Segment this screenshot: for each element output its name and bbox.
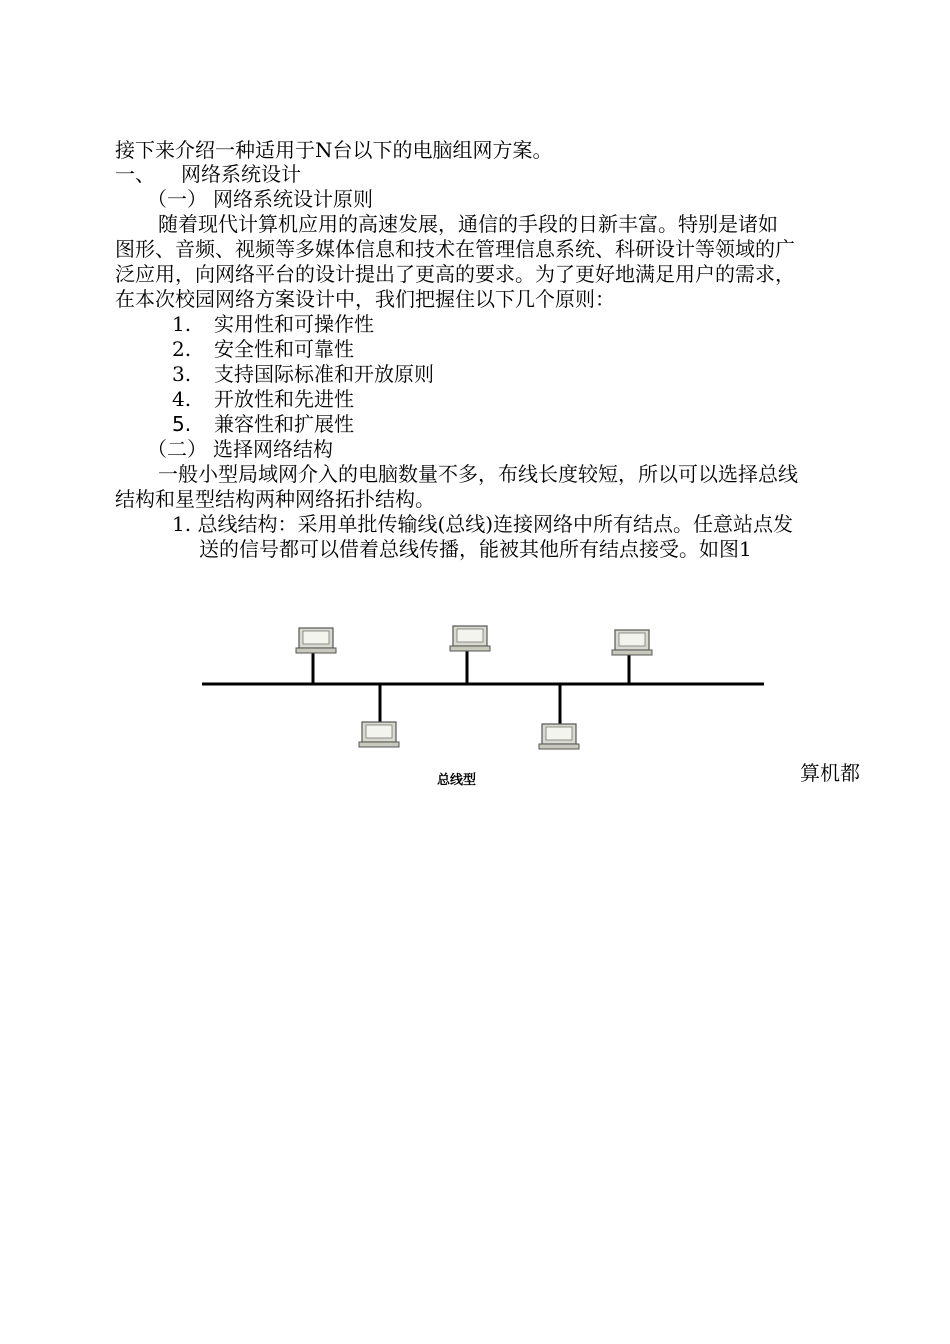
section-number: 一、 [115, 162, 155, 186]
paragraph-line: 一般小型局域网介入的电脑数量不多，布线长度较短，所以可以选择总线 [158, 462, 798, 486]
cutoff-text: 算机都 [800, 761, 860, 785]
computer-icon [612, 630, 652, 655]
computer-icon [359, 722, 399, 747]
list-text: 实用性和可操作性 [214, 312, 374, 336]
list-text: 安全性和可靠性 [214, 337, 354, 361]
subsection-title: 网络系统设计原则 [213, 187, 373, 211]
list-text: 兼容性和扩展性 [214, 412, 354, 436]
paragraph-line: 泛应用，向网络平台的设计提出了更高的要求。为了更好地满足用户的需求， [115, 262, 795, 286]
section-title: 网络系统设计 [181, 162, 301, 186]
list-text: 支持国际标准和开放原则 [214, 362, 434, 386]
paragraph-line: 随着现代计算机应用的高速发展，通信的手段的日新丰富。特别是诸如 [158, 212, 778, 236]
computer-icon [450, 626, 490, 651]
list-number: 2. [172, 337, 192, 361]
paragraph-line: 图形、音频、视频等多媒体信息和技术在管理信息系统、科研设计等领域的广 [115, 237, 795, 261]
computer-icon [296, 628, 336, 653]
computer-icon [539, 724, 579, 749]
paragraph-line: 结构和星型结构两种网络拓扑结构。 [115, 487, 435, 511]
intro-line: 接下来介绍一种适用于N台以下的电脑组网方案。 [115, 138, 553, 162]
list-text: 开放性和先进性 [214, 387, 354, 411]
list-item-bus: 1. 总线结构：采用单批传输线(总线)连接网络中所有结点。任意站点发 [172, 512, 794, 536]
subsection-number: （二） [147, 437, 207, 461]
list-number: 1. [172, 312, 192, 336]
figure-caption: 总线型 [437, 773, 477, 788]
paragraph-line: 在本次校园网络方案设计中，我们把握住以下几个原则： [115, 287, 615, 311]
list-number: 4. [172, 387, 192, 411]
list-number: 5. [172, 412, 192, 436]
list-item-bus-continuation: 送的信号都可以借着总线传播，能被其他所有结点接受。如图1 [199, 537, 752, 561]
list-number: 3. [172, 362, 192, 386]
subsection-number: （一） [147, 187, 207, 211]
subsection-title: 选择网络结构 [213, 437, 333, 461]
